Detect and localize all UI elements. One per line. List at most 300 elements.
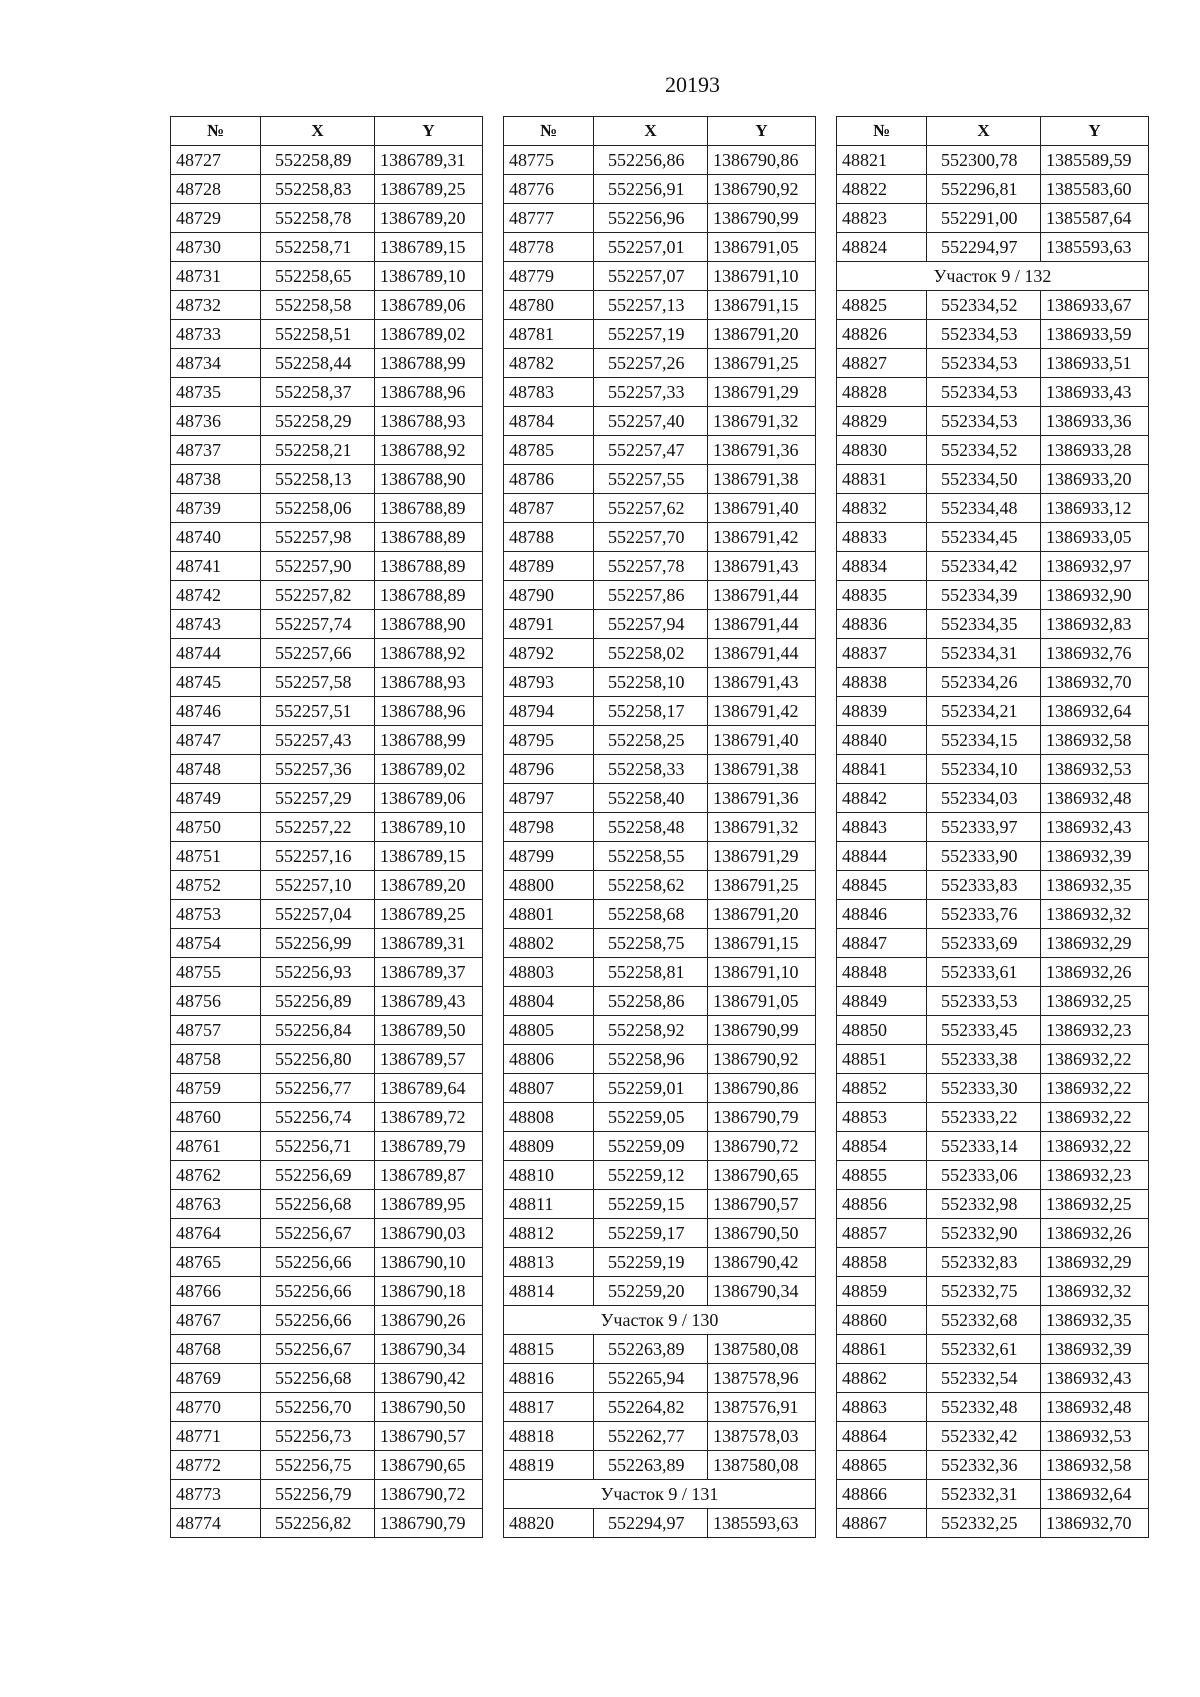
coord-x: 552258,96 [594, 1045, 708, 1074]
point-number: 48829 [837, 407, 927, 436]
point-number: 48802 [504, 929, 594, 958]
point-number: 48732 [171, 291, 261, 320]
table-row [837, 436, 1149, 465]
coord-y: 1386932,64 [1041, 1480, 1149, 1509]
point-number: 48759 [171, 1074, 261, 1103]
coord-x: 552258,44 [261, 349, 375, 378]
coord-x: 552257,51 [261, 697, 375, 726]
header-y: Y [375, 117, 483, 146]
coord-x: 552334,52 [927, 436, 1041, 465]
point-number: 48750 [171, 813, 261, 842]
point-number: 48857 [837, 1219, 927, 1248]
coord-y: 1386789,02 [375, 755, 483, 784]
coord-x: 552256,69 [261, 1161, 375, 1190]
point-number: 48788 [504, 523, 594, 552]
point-number: 48807 [504, 1074, 594, 1103]
table-row [504, 1161, 816, 1190]
coord-x: 552258,78 [261, 204, 375, 233]
table-row [171, 958, 483, 987]
table-row [171, 1016, 483, 1045]
coord-y: 1386791,29 [708, 842, 816, 871]
point-number: 48776 [504, 175, 594, 204]
table-row [504, 813, 816, 842]
table-row [504, 1335, 816, 1364]
point-number: 48741 [171, 552, 261, 581]
coord-y: 1386788,93 [375, 407, 483, 436]
table-row [504, 726, 816, 755]
coord-x: 552256,74 [261, 1103, 375, 1132]
point-number: 48860 [837, 1306, 927, 1335]
coord-y: 1386789,37 [375, 958, 483, 987]
coord-y: 1386932,64 [1041, 697, 1149, 726]
point-number: 48837 [837, 639, 927, 668]
coord-y: 1386790,50 [375, 1393, 483, 1422]
coordinates-table-2 [503, 116, 816, 1538]
coord-x: 552334,10 [927, 755, 1041, 784]
coord-y: 1386790,79 [375, 1509, 483, 1538]
point-number: 48811 [504, 1190, 594, 1219]
coord-x: 552257,10 [261, 871, 375, 900]
point-number: 48805 [504, 1016, 594, 1045]
table-row [504, 958, 816, 987]
coord-y: 1386789,20 [375, 871, 483, 900]
point-number: 48773 [171, 1480, 261, 1509]
table-row [171, 204, 483, 233]
table-row [171, 726, 483, 755]
table-row [171, 1161, 483, 1190]
table-row [504, 871, 816, 900]
table-row [171, 1190, 483, 1219]
coord-y: 1386932,23 [1041, 1161, 1149, 1190]
coord-x: 552257,94 [594, 610, 708, 639]
point-number: 48740 [171, 523, 261, 552]
coord-y: 1386788,89 [375, 581, 483, 610]
coord-x: 552257,86 [594, 581, 708, 610]
point-number: 48861 [837, 1335, 927, 1364]
header-y: Y [1041, 117, 1149, 146]
table-row [837, 581, 1149, 610]
coord-x: 552259,05 [594, 1103, 708, 1132]
coord-y: 1386791,44 [708, 581, 816, 610]
table-row [171, 842, 483, 871]
table-row [504, 436, 816, 465]
coord-x: 552334,50 [927, 465, 1041, 494]
table-row [504, 987, 816, 1016]
coord-y: 1386789,31 [375, 146, 483, 175]
coord-x: 552259,12 [594, 1161, 708, 1190]
header-number: № [504, 117, 594, 146]
coord-x: 552256,82 [261, 1509, 375, 1538]
coord-x: 552256,73 [261, 1422, 375, 1451]
table-header-row [171, 117, 483, 146]
table-row [504, 1190, 816, 1219]
table-row [837, 958, 1149, 987]
coord-x: 552333,53 [927, 987, 1041, 1016]
coord-y: 1386790,57 [708, 1190, 816, 1219]
coord-y: 1386790,65 [375, 1451, 483, 1480]
coord-y: 1386790,26 [375, 1306, 483, 1335]
coord-x: 552258,10 [594, 668, 708, 697]
coordinates-table-1 [170, 116, 483, 1538]
point-number: 48765 [171, 1248, 261, 1277]
table-row [504, 1451, 816, 1480]
point-number: 48754 [171, 929, 261, 958]
table-row [837, 1219, 1149, 1248]
coord-y: 1386790,10 [375, 1248, 483, 1277]
point-number: 48778 [504, 233, 594, 262]
coord-x: 552259,19 [594, 1248, 708, 1277]
coord-y: 1386791,05 [708, 233, 816, 262]
point-number: 48826 [837, 320, 927, 349]
coord-y: 1386789,50 [375, 1016, 483, 1045]
table-row [171, 1219, 483, 1248]
coord-x: 552257,26 [594, 349, 708, 378]
coord-y: 1386932,83 [1041, 610, 1149, 639]
coord-x: 552332,48 [927, 1393, 1041, 1422]
table-row [504, 494, 816, 523]
table-row [171, 610, 483, 639]
coord-x: 552257,13 [594, 291, 708, 320]
point-number: 48814 [504, 1277, 594, 1306]
point-number: 48772 [171, 1451, 261, 1480]
point-number: 48833 [837, 523, 927, 552]
table-row [837, 349, 1149, 378]
coord-x: 552334,21 [927, 697, 1041, 726]
coord-x: 552256,84 [261, 1016, 375, 1045]
coord-x: 552258,62 [594, 871, 708, 900]
table-row [171, 755, 483, 784]
coord-y: 1386932,43 [1041, 813, 1149, 842]
table-row [837, 552, 1149, 581]
table-row [171, 784, 483, 813]
coord-x: 552258,92 [594, 1016, 708, 1045]
coord-x: 552256,66 [261, 1277, 375, 1306]
table-row [171, 1074, 483, 1103]
coord-y: 1386791,44 [708, 610, 816, 639]
point-number: 48769 [171, 1364, 261, 1393]
point-number: 48784 [504, 407, 594, 436]
point-number: 48808 [504, 1103, 594, 1132]
point-number: 48842 [837, 784, 927, 813]
coord-y: 1386791,20 [708, 900, 816, 929]
coord-y: 1386791,25 [708, 871, 816, 900]
point-number: 48801 [504, 900, 594, 929]
table-row [837, 1132, 1149, 1161]
table-row [504, 552, 816, 581]
coord-x: 552334,03 [927, 784, 1041, 813]
point-number: 48799 [504, 842, 594, 871]
coord-y: 1386932,26 [1041, 958, 1149, 987]
table-row [504, 1045, 816, 1074]
table-row [837, 378, 1149, 407]
coord-x: 552258,51 [261, 320, 375, 349]
table-row [837, 465, 1149, 494]
coord-x: 552258,37 [261, 378, 375, 407]
table-row [504, 755, 816, 784]
coord-x: 552300,78 [927, 146, 1041, 175]
table-row [837, 1393, 1149, 1422]
coord-y: 1386789,31 [375, 929, 483, 958]
coord-y: 1386788,99 [375, 349, 483, 378]
coord-x: 552334,35 [927, 610, 1041, 639]
coord-x: 552332,61 [927, 1335, 1041, 1364]
header-number: № [171, 117, 261, 146]
table-row [504, 610, 816, 639]
table-row [504, 929, 816, 958]
coord-x: 552256,67 [261, 1335, 375, 1364]
coord-x: 552291,00 [927, 204, 1041, 233]
coord-x: 552333,69 [927, 929, 1041, 958]
coord-y: 1386791,10 [708, 262, 816, 291]
table-row [171, 1393, 483, 1422]
coord-y: 1385589,59 [1041, 146, 1149, 175]
point-number: 48840 [837, 726, 927, 755]
coord-y: 1386789,10 [375, 813, 483, 842]
point-number: 48813 [504, 1248, 594, 1277]
section-row [504, 1480, 816, 1509]
point-number: 48792 [504, 639, 594, 668]
coord-y: 1387580,08 [708, 1451, 816, 1480]
coord-x: 552258,89 [261, 146, 375, 175]
coord-x: 552265,94 [594, 1364, 708, 1393]
table-row [837, 1103, 1149, 1132]
point-number: 48731 [171, 262, 261, 291]
coord-x: 552258,71 [261, 233, 375, 262]
point-number: 48777 [504, 204, 594, 233]
table-row [504, 146, 816, 175]
coord-y: 1386789,06 [375, 291, 483, 320]
point-number: 48779 [504, 262, 594, 291]
coord-y: 1386932,25 [1041, 1190, 1149, 1219]
point-number: 48760 [171, 1103, 261, 1132]
section-title: Участок 9 / 132 [837, 262, 1149, 291]
coord-x: 552263,89 [594, 1335, 708, 1364]
table-row [504, 1422, 816, 1451]
section-title: Участок 9 / 130 [504, 1306, 816, 1335]
point-number: 48846 [837, 900, 927, 929]
table-row [837, 1509, 1149, 1538]
coord-x: 552334,45 [927, 523, 1041, 552]
coord-x: 552334,15 [927, 726, 1041, 755]
coord-y: 1386790,57 [375, 1422, 483, 1451]
coord-x: 552256,99 [261, 929, 375, 958]
point-number: 48766 [171, 1277, 261, 1306]
coord-y: 1386789,25 [375, 175, 483, 204]
coord-y: 1386932,29 [1041, 1248, 1149, 1277]
table-row [171, 262, 483, 291]
coord-y: 1386932,39 [1041, 1335, 1149, 1364]
point-number: 48748 [171, 755, 261, 784]
table-row [504, 349, 816, 378]
table-row [504, 1248, 816, 1277]
point-number: 48774 [171, 1509, 261, 1538]
point-number: 48798 [504, 813, 594, 842]
table-row [504, 697, 816, 726]
point-number: 48836 [837, 610, 927, 639]
coord-y: 1386932,53 [1041, 1422, 1149, 1451]
coord-x: 552332,31 [927, 1480, 1041, 1509]
coord-y: 1386932,43 [1041, 1364, 1149, 1393]
coord-y: 1386789,79 [375, 1132, 483, 1161]
point-number: 48736 [171, 407, 261, 436]
coord-x: 552257,82 [261, 581, 375, 610]
coord-y: 1386933,59 [1041, 320, 1149, 349]
section-row [504, 1306, 816, 1335]
coord-x: 552332,54 [927, 1364, 1041, 1393]
point-number: 48850 [837, 1016, 927, 1045]
coord-y: 1386790,99 [708, 1016, 816, 1045]
point-number: 48786 [504, 465, 594, 494]
table-row [171, 697, 483, 726]
point-number: 48796 [504, 755, 594, 784]
coord-y: 1386933,20 [1041, 465, 1149, 494]
coord-y: 1386791,36 [708, 436, 816, 465]
table-row [837, 146, 1149, 175]
coord-y: 1386789,15 [375, 842, 483, 871]
coord-y: 1386789,15 [375, 233, 483, 262]
table-row [837, 1248, 1149, 1277]
point-number: 48847 [837, 929, 927, 958]
table-row [171, 494, 483, 523]
coord-y: 1386789,43 [375, 987, 483, 1016]
coord-x: 552258,86 [594, 987, 708, 1016]
coord-y: 1386791,36 [708, 784, 816, 813]
table-row [171, 1277, 483, 1306]
coord-x: 552334,53 [927, 407, 1041, 436]
coord-y: 1386788,93 [375, 668, 483, 697]
coord-x: 552256,91 [594, 175, 708, 204]
coord-y: 1386788,90 [375, 610, 483, 639]
coord-y: 1386790,86 [708, 1074, 816, 1103]
coord-y: 1386790,03 [375, 1219, 483, 1248]
coord-x: 552258,55 [594, 842, 708, 871]
coord-x: 552257,74 [261, 610, 375, 639]
coord-x: 552256,68 [261, 1190, 375, 1219]
point-number: 48852 [837, 1074, 927, 1103]
coord-y: 1387578,96 [708, 1364, 816, 1393]
coord-x: 552258,13 [261, 465, 375, 494]
coord-y: 1386791,40 [708, 726, 816, 755]
section-row [837, 262, 1149, 291]
coord-y: 1386788,92 [375, 436, 483, 465]
coord-y: 1386790,34 [375, 1335, 483, 1364]
point-number: 48867 [837, 1509, 927, 1538]
table-row [504, 1074, 816, 1103]
point-number: 48859 [837, 1277, 927, 1306]
point-number: 48745 [171, 668, 261, 697]
point-number: 48755 [171, 958, 261, 987]
table-row [837, 668, 1149, 697]
coord-x: 552333,90 [927, 842, 1041, 871]
coord-x: 552258,06 [261, 494, 375, 523]
table-row [837, 987, 1149, 1016]
table-row [504, 581, 816, 610]
point-number: 48855 [837, 1161, 927, 1190]
table-row [504, 291, 816, 320]
header-x: X [927, 117, 1041, 146]
table-row [171, 581, 483, 610]
coord-y: 1386791,25 [708, 349, 816, 378]
point-number: 48758 [171, 1045, 261, 1074]
table-row [171, 987, 483, 1016]
table-row [504, 1016, 816, 1045]
point-number: 48804 [504, 987, 594, 1016]
table-row [504, 233, 816, 262]
table-row [171, 233, 483, 262]
table-row [504, 668, 816, 697]
coord-x: 552256,70 [261, 1393, 375, 1422]
coord-y: 1386933,12 [1041, 494, 1149, 523]
table-row [171, 1306, 483, 1335]
coord-y: 1386788,89 [375, 523, 483, 552]
point-number: 48787 [504, 494, 594, 523]
point-number: 48751 [171, 842, 261, 871]
point-number: 48828 [837, 378, 927, 407]
header-x: X [261, 117, 375, 146]
point-number: 48803 [504, 958, 594, 987]
coord-y: 1386790,79 [708, 1103, 816, 1132]
table-row [171, 871, 483, 900]
coord-x: 552256,79 [261, 1480, 375, 1509]
table-row [837, 1422, 1149, 1451]
coord-x: 552258,65 [261, 262, 375, 291]
point-number: 48815 [504, 1335, 594, 1364]
table-row [171, 175, 483, 204]
point-number: 48780 [504, 291, 594, 320]
table-row [171, 320, 483, 349]
point-number: 48820 [504, 1509, 594, 1538]
point-number: 48763 [171, 1190, 261, 1219]
header-y: Y [708, 117, 816, 146]
table-row [837, 407, 1149, 436]
coord-y: 1386933,28 [1041, 436, 1149, 465]
table-row [171, 1045, 483, 1074]
coord-y: 1385593,63 [708, 1509, 816, 1538]
table-row [837, 610, 1149, 639]
coord-y: 1386791,15 [708, 291, 816, 320]
coord-x: 552258,68 [594, 900, 708, 929]
coord-y: 1386788,96 [375, 378, 483, 407]
point-number: 48770 [171, 1393, 261, 1422]
coord-y: 1386932,35 [1041, 1306, 1149, 1335]
point-number: 48865 [837, 1451, 927, 1480]
coord-y: 1386790,99 [708, 204, 816, 233]
coord-x: 552257,16 [261, 842, 375, 871]
point-number: 48838 [837, 668, 927, 697]
coord-y: 1387580,08 [708, 1335, 816, 1364]
coord-x: 552258,40 [594, 784, 708, 813]
coord-x: 552333,22 [927, 1103, 1041, 1132]
coord-y: 1386932,32 [1041, 1277, 1149, 1306]
coord-y: 1386932,58 [1041, 1451, 1149, 1480]
point-number: 48794 [504, 697, 594, 726]
table-header-row [504, 117, 816, 146]
table-row [837, 784, 1149, 813]
table-row [171, 378, 483, 407]
coord-y: 1386789,25 [375, 900, 483, 929]
coord-y: 1386791,10 [708, 958, 816, 987]
coord-y: 1385587,64 [1041, 204, 1149, 233]
point-number: 48817 [504, 1393, 594, 1422]
coord-x: 552262,77 [594, 1422, 708, 1451]
coord-x: 552334,31 [927, 639, 1041, 668]
point-number: 48858 [837, 1248, 927, 1277]
coord-x: 552333,38 [927, 1045, 1041, 1074]
coord-y: 1386788,89 [375, 552, 483, 581]
coord-x: 552257,29 [261, 784, 375, 813]
coord-x: 552256,68 [261, 1364, 375, 1393]
point-number: 48764 [171, 1219, 261, 1248]
